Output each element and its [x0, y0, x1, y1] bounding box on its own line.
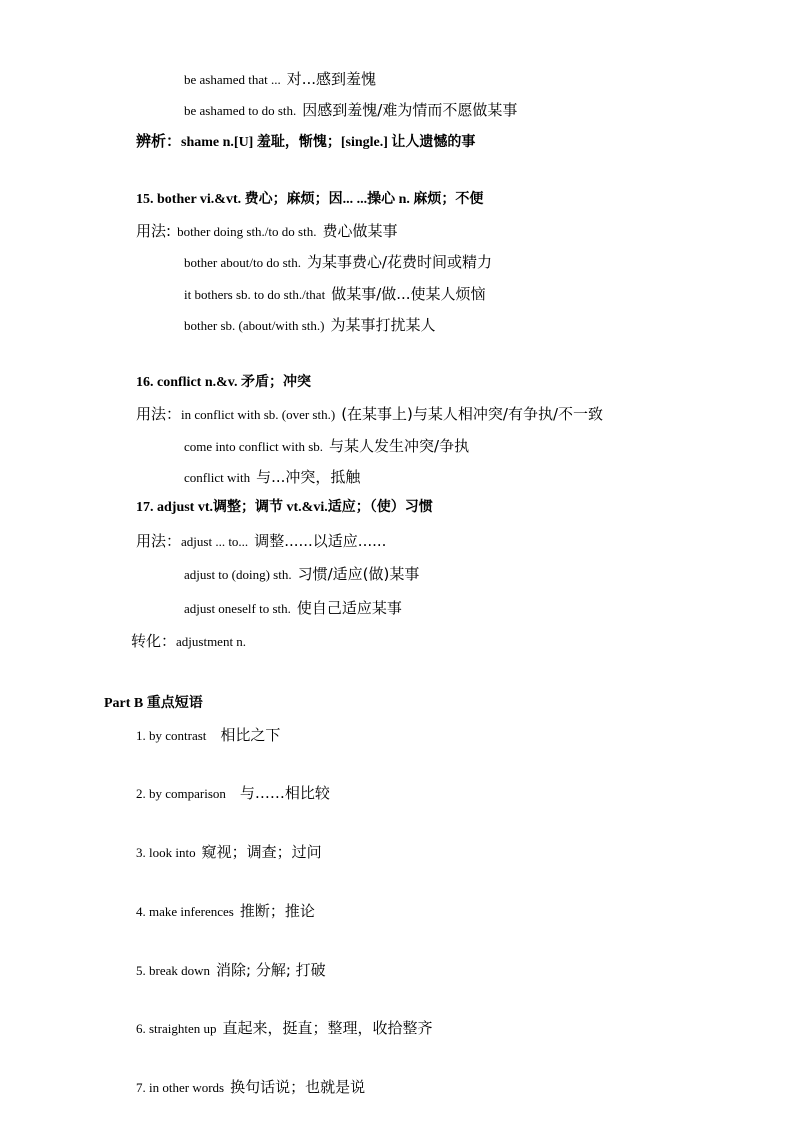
entry-16-usage-1 [136, 405, 603, 424]
usage-english: bother doing sth./to do sth. [177, 224, 317, 239]
usage-english: conflict with [184, 470, 251, 485]
phrase-chinese: 直起来，挺直；整理，收拾整齐 [222, 1019, 433, 1037]
usage-chinese: 使自己适应某事 [296, 599, 402, 617]
distinction-text: shame n.[U] 羞耻，惭愧；[single.] 让人遗憾的事 [181, 135, 476, 150]
entry-16-heading: 16. conflict n.&v. 矛盾；冲突 [136, 375, 311, 390]
conversion-label: 转化： [131, 632, 177, 650]
phrase-chinese: 换句话说；也就是说 [230, 1078, 366, 1096]
phrase-item-6 [136, 1019, 433, 1038]
phrase-chinese: 消除; 分解; 打破 [216, 961, 326, 979]
phrase-item-4 [136, 902, 315, 921]
part-b-title: Part B 重点短语 [104, 696, 203, 711]
usage-chinese: 费心做某事 [322, 222, 398, 240]
conversion-text: adjustment n. [176, 634, 247, 649]
usage-english: adjust to (doing) sth. [184, 567, 292, 582]
phrase-english: 2. by comparison [136, 786, 226, 801]
phrase-item-3 [136, 843, 322, 862]
usage-chinese: 与某人发生冲突/争执 [329, 437, 470, 455]
usage-chinese: 与...冲突，抵触 [256, 468, 361, 486]
usage-english: be ashamed that ... [184, 72, 281, 87]
phrase-item-5 [136, 961, 326, 980]
usage-label: 用法： [136, 405, 182, 423]
phrase-english: 7. in other words [136, 1080, 225, 1095]
phrase-item-7 [136, 1078, 365, 1097]
phrase-english: 4. make inferences [136, 904, 234, 919]
usage-chinese: (在某事上)与某人相冲突/有争执/不一致 [341, 405, 604, 423]
usage-english: be ashamed to do sth. [184, 103, 297, 118]
usage-label: 用法： [136, 532, 182, 550]
phrase-english: 1. by contrast [136, 728, 207, 743]
phrase-chinese: 与……相比较 [239, 784, 330, 802]
usage-english: bother sb. (about/with sth.) [184, 318, 325, 333]
usage-chinese: 做某事/做...使某人烦恼 [331, 285, 486, 303]
phrase-english: 6. straighten up [136, 1021, 217, 1036]
distinction-label: 辨析： [136, 132, 182, 150]
usage-english: bother about/to do sth. [184, 255, 301, 270]
phrase-english: 3. look into [136, 845, 196, 860]
usage-chinese: 因感到羞愧/难为情而不愿做某事 [302, 101, 518, 119]
phrase-item-1 [136, 726, 280, 745]
usage-chinese: 习惯/适应(做)某事 [297, 565, 420, 583]
usage-english: it bothers sb. to do sth./that [184, 287, 326, 302]
entry-15-heading: 15. bother vi.&vt. 费心；麻烦；因... ...操心 n. 麻烦；不便 [136, 192, 484, 207]
usage-label: 用法: [136, 222, 172, 240]
entry-17-usage-3 [184, 599, 402, 618]
usage-chinese: 为某事打扰某人 [330, 316, 436, 334]
entry-17-heading: 17. adjust vt.调整；调节 vt.&vi.适应；（使）习惯 [136, 500, 433, 515]
usage-chinese: 为某事费心/花费时间或精力 [307, 253, 493, 271]
phrase-english: 5. break down [136, 963, 211, 978]
entry-16-usage-2 [184, 437, 469, 456]
entry-17-conversion [131, 632, 246, 651]
ashamed-usage-1 [184, 70, 376, 89]
entry-15-usage-3 [184, 285, 486, 304]
usage-chinese: 对...感到羞愧 [286, 70, 377, 88]
ashamed-usage-2 [184, 101, 517, 120]
usage-english: come into conflict with sb. [184, 439, 324, 454]
phrase-chinese: 相比之下 [220, 726, 281, 744]
phrase-chinese: 窥视；调查；过问 [201, 843, 322, 861]
entry-15-usage-1 [136, 222, 397, 241]
shame-distinction [136, 132, 475, 152]
entry-16-usage-3 [184, 468, 360, 487]
phrase-item-2 [136, 784, 330, 803]
entry-17-usage-2 [184, 565, 419, 584]
entry-15-usage-4 [184, 316, 435, 335]
entry-17-usage-1 [136, 532, 386, 551]
usage-english: in conflict with sb. (over sth.) [181, 407, 336, 422]
entry-15-usage-2 [184, 253, 492, 272]
phrase-chinese: 推断；推论 [239, 902, 315, 920]
usage-english: adjust oneself to sth. [184, 601, 291, 616]
usage-english: adjust ... to... [181, 534, 249, 549]
usage-chinese: 调整......以适应...... [254, 532, 387, 550]
